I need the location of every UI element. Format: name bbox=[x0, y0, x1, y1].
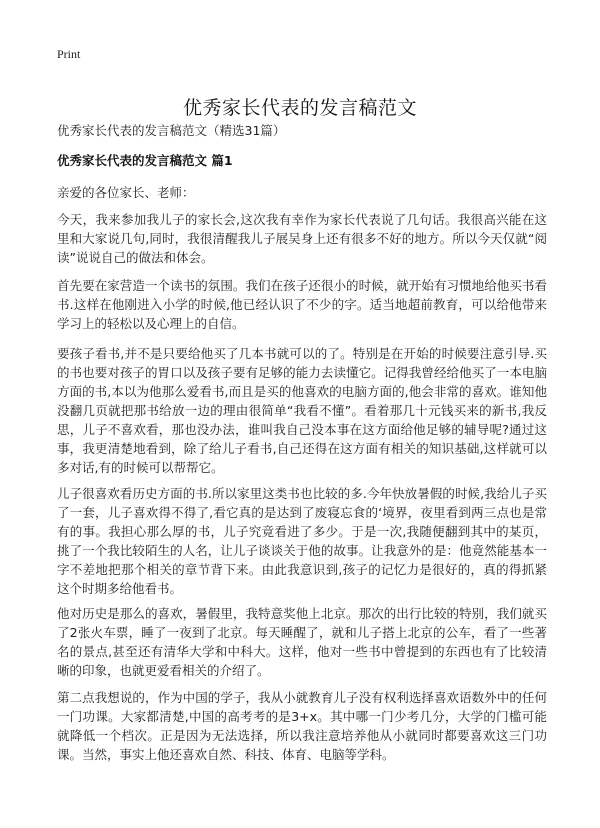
paragraph-1: 今天，我来参加我儿子的家长会,这次我有幸作为家长代表说了几句话。我很高兴能在这里和大家说几句,同时，我很清醒我儿子展吴身上还有很多不好的地方。所以今天仅就“阅读”说说自己的做法和体会。 bbox=[57, 212, 547, 265]
print-link[interactable]: Print bbox=[57, 47, 81, 61]
paragraph-4: 儿子很喜欢看历史方面的书.所以家里这类书也比较的多.今年快放暑假的时候,我给儿子买了一套，儿子喜欢得不得了,看它真的是达到了废寝忘食的‘境界，夜里看到两三点也是常有的事。我担心那么厚的书，儿子究竟看进了多少。于是一次,我随便翻到其中的某页，挑了一个我比较陌生的人名，让儿子谈谈关于他的故事。让我意外的是：他竟然能基本一字不差地把那个相关的章节背下来。由此我意识到,孩子的记忆力是很好的，真的得抓紧这个时期多给他看书。 bbox=[57, 486, 547, 596]
section-heading: 优秀家长代表的发言稿范文 篇1 bbox=[57, 153, 233, 168]
document-subtitle: 优秀家长代表的发言稿范文（精选31篇） bbox=[57, 123, 286, 138]
paragraph-6: 第二点我想说的，作为中国的学子，我从小就教育儿子没有权利选择喜欢语数外中的任何一门功课。大家都清楚,中国的高考考的是3+x。其中哪一门少考几分，大学的门槛可能就降低一个档次。正是因为无法选择，所以我注意培养他从小就同时都要喜欢这三门功课。当然，事实上他还喜欢自然、科技、体育、电脑等学科。 bbox=[57, 690, 547, 762]
page-title: 优秀家长代表的发言稿范文 bbox=[182, 96, 417, 119]
paragraph-5: 他对历史是那么的喜欢，暑假里，我特意奖他上北京。那次的出行比较的特别，我们就买了2张火车票，睡了一夜到了北京。每天睡醒了，就和儿子搭上北京的公车，看了一些著名的景点,甚至还有清华大学和中科大。这样，他对一些书中曾提到的东西也有了比较清晰的印象，也就更爱看相关的介绍了。 bbox=[57, 606, 547, 678]
paragraph-3: 要孩子看书,并不是只要给他买了几本书就可以的了。特别是在开始的时候要注意引导.买的书也要对孩子的胃口以及孩子要有足够的能力去读懂它。记得我曾经给他买了一本电脑方面的书,本以为他那么爱看书,而且是买的他喜欢的电脑方面的,他会非常的喜欢。谁知他没翻几页就把那书给放一边的理由很简单“我看不懂”。看着那几十元钱买来的新书,我反思，儿子不喜欢看，那也没办法，谁叫我自己没本事在这方面给他足够的辅导呢?通过这事，我更清楚地看到，除了给儿子看书,自己还得在这方面有相关的知识基础,这样就可以多对话,有的时候可以帮帮它。 bbox=[57, 346, 547, 475]
salutation: 亲爱的各位家长、老师： bbox=[57, 185, 195, 200]
paragraph-2: 首先要在家营造一个读书的氛围。我们在孩子还很小的时候，就开始有习惯地给他买书看书.这样在他刚进入小学的时候,他已经认识了不少的字。适当地超前教育，可以给他带来学习上的轻松以及心理上的自信。 bbox=[57, 278, 547, 331]
